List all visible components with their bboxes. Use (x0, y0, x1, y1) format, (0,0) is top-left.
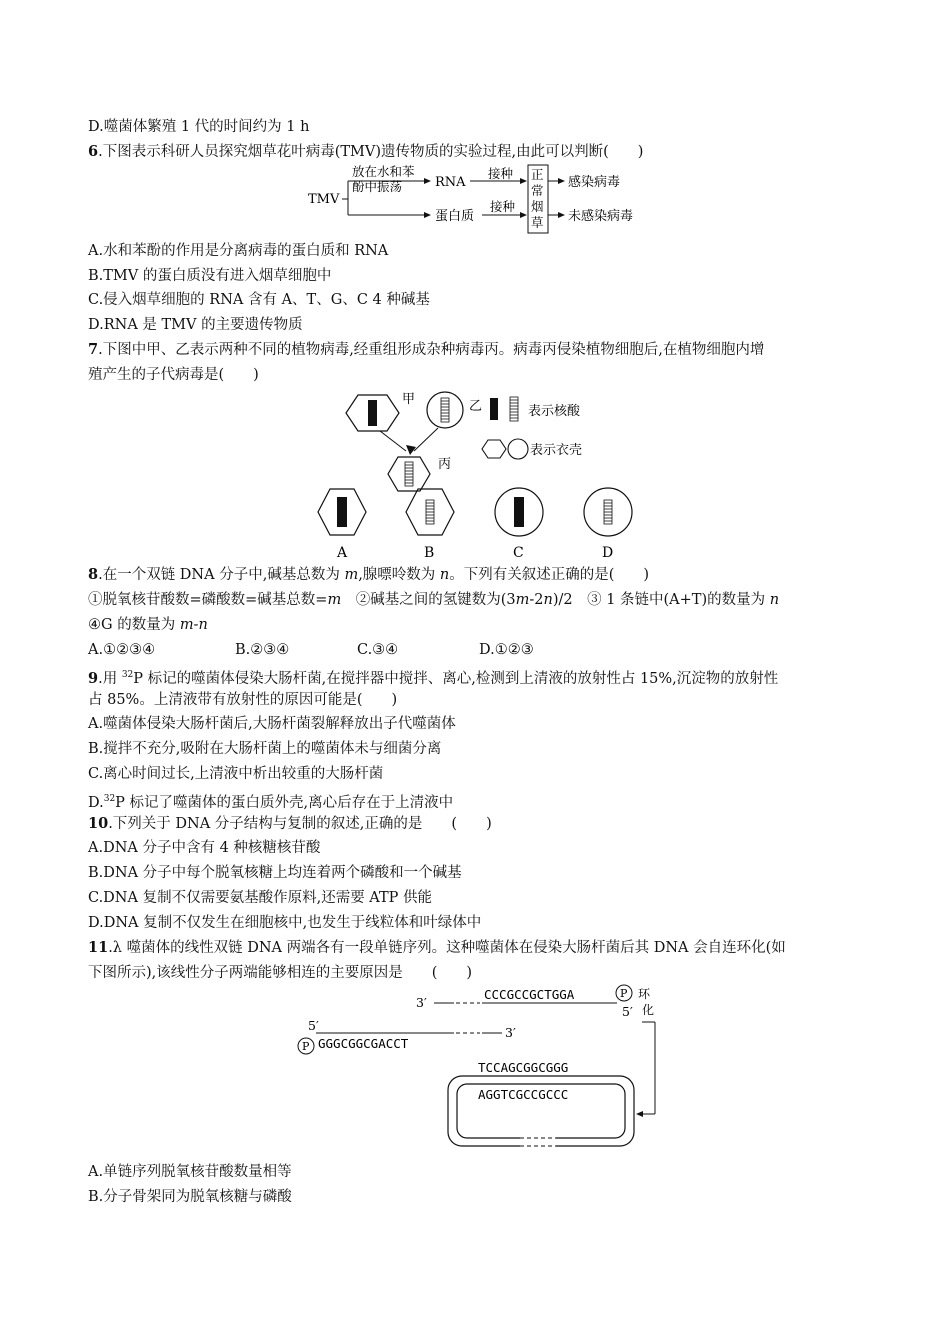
q8-var-n: n (439, 567, 450, 583)
q6-option-b: B.TMV 的蛋白质没有进入烟草细胞中 (88, 268, 332, 284)
q11-five-prime-left: 5′ (308, 1018, 319, 1033)
q6-inoculate-2: 接种 (490, 199, 516, 214)
q7-number: 7 (88, 341, 99, 358)
q8-var-m-3: m (515, 592, 530, 608)
q9-number: 9 (88, 669, 99, 687)
q6-option-c: C.侵入烟草细胞的 RNA 含有 A、T、G、C 4 种碱基 (88, 292, 430, 308)
q11-seq-ring-bottom: AGGTCGCCGCCC (478, 1087, 569, 1102)
q8-statement-4-text: ④G 的数量为 (88, 617, 180, 633)
q9-option-d-sup: 32 (103, 794, 116, 804)
q5-option-d: D.噬菌体繁殖 1 代的时间约为 1 h (88, 119, 310, 135)
q7-virus-jia (346, 395, 399, 431)
q8-number: 8 (88, 566, 99, 583)
q6-result-infected: 感染病毒 (568, 175, 621, 190)
q8-statement-4-expr: m-n (179, 617, 208, 633)
q8-stem-a: .在一个双链 DNA 分子中,碱基总数为 (98, 567, 345, 583)
q8-option-d: D.①②③ (479, 642, 534, 658)
q10-option-b: B.DNA 分子中每个脱氧核糖上均连着两个磷酸和一个碱基 (88, 865, 462, 881)
q10-option-c: C.DNA 复制不仅需要氨基酸作原料,还需要 ATP 供能 (88, 890, 433, 906)
q11-option-a: A.单链序列脱氧核苷酸数量相等 (88, 1164, 292, 1180)
q6-rna-label: RNA (435, 175, 466, 190)
q6-stem-text: .下图表示科研人员探究烟草花叶病毒(TMV)遗传物质的实验过程,由此可以判断( ) (98, 144, 644, 160)
q8-var-n-2: n (543, 592, 553, 608)
q8-option-b: B.②③④ (235, 642, 290, 658)
q11-seq-top: CCCGCCGCTGGA (484, 987, 575, 1002)
q11-phosphate-left-label: P (302, 1040, 310, 1053)
q7-option-a-virus (318, 489, 366, 535)
q10-stem-text: .下列关于 DNA 分子结构与复制的叙述,正确的是 ( ) (108, 816, 492, 832)
q6-option-d: D.RNA 是 TMV 的主要遗传物质 (88, 317, 303, 333)
q11-option-b: B.分子骨架同为脱氧核糖与磷酸 (88, 1189, 292, 1205)
q9-option-c: C.离心时间过长,上清液中析出较重的大肠杆菌 (88, 766, 384, 782)
q9-stem-a: .用 (98, 670, 122, 687)
q10-stem (88, 814, 492, 834)
q11-three-prime-top-left: 3′ (416, 995, 427, 1010)
q10-option-a: A.DNA 分子中含有 4 种核糖核苷酸 (88, 840, 321, 856)
q6-inoculate-1: 接种 (488, 166, 514, 181)
q7-stem-line2: 殖产生的子代病毒是( ) (88, 367, 259, 383)
q11-lambda-dna-diagram (292, 984, 667, 1152)
q6-tmv-experiment-diagram (300, 163, 650, 238)
q7-legend-coat (482, 439, 582, 459)
q7-legend-nucleic (490, 397, 581, 421)
q6-treatment-line2: 酚中振荡 (352, 179, 403, 194)
q7-label-yi: 乙 (469, 399, 483, 414)
q8-stem (88, 565, 649, 585)
q7-label-bing: 丙 (438, 457, 452, 472)
q7-virus-bing (388, 457, 430, 491)
q7-label-b: B (424, 545, 435, 561)
q7-legend-coat-text: 表示衣壳 (530, 443, 583, 458)
q9-stem-line1 (88, 665, 778, 689)
q8-var-m: m (344, 567, 359, 583)
q9-stem-line2: 占 85%。上清液带有放射性的原因可能是( ) (88, 692, 398, 708)
q8-option-a: A.①②③④ (88, 642, 156, 658)
q8-statements-1-3 (88, 590, 779, 610)
q7-virus-diagram (310, 385, 640, 563)
q11-stem-line2: 下图所示),该线性分子两端能够相连的主要原因是 ( ) (88, 965, 473, 981)
q8-stem-b: ,腺嘌呤数为 (358, 567, 440, 583)
q8-statement-2b: -2 (529, 592, 544, 608)
q6-box-char-1: 正 (531, 167, 544, 182)
q6-result-not-infected: 未感染病毒 (568, 209, 634, 224)
q7-stem-line1 (88, 340, 764, 360)
q7-option-c-virus (495, 488, 543, 536)
q8-var-n-3: n (769, 592, 780, 608)
q8-statement-3: )/2 ③ 1 条链中(A+T)的数量为 (552, 592, 770, 608)
q7-label-c: C (513, 545, 524, 561)
q8-option-c: C.③④ (357, 642, 399, 658)
q8-options (88, 640, 534, 660)
q6-treatment-line1: 放在水和苯 (352, 164, 415, 179)
q8-var-m-2: m (327, 592, 342, 608)
q11-five-prime-right: 5′ (622, 1004, 633, 1019)
q10-number: 10 (88, 815, 109, 832)
q11-seq-ring-top: TCCAGCGGCGGG (478, 1060, 569, 1075)
q11-label-huan: 环 (638, 987, 651, 1001)
q6-box-char-2: 常 (531, 183, 544, 198)
q7-option-d-virus (584, 488, 632, 536)
q9-option-a: A.噬菌体侵染大肠杆菌后,大肠杆菌裂解释放出子代噬菌体 (88, 716, 456, 732)
q6-protein-label: 蛋白质 (435, 209, 475, 224)
q6-box-char-3: 烟 (531, 199, 544, 214)
q9-option-d-a: D. (88, 794, 104, 811)
q9-option-b: B.搅拌不充分,吸附在大肠杆菌上的噬菌体未与细菌分离 (88, 741, 442, 757)
q7-option-b-virus (406, 489, 454, 535)
q8-stem-c: 。下列有关叙述正确的是( ) (449, 567, 650, 583)
q6-number: 6 (88, 143, 99, 160)
q6-option-a: A.水和苯酚的作用是分离病毒的蛋白质和 RNA (88, 243, 389, 259)
q10-option-d: D.DNA 复制不仅发生在细胞核中,也发生于线粒体和叶绿体中 (88, 915, 482, 931)
q11-stem-text: .λ 噬菌体的线性双链 DNA 两端各有一段单链序列。这种噬菌体在侵染大肠杆菌后其 DNA 会自连环化(如 (108, 940, 786, 956)
q11-phosphate-right-label: P (620, 987, 628, 1000)
q9-option-d-b: P 标记了噬菌体的蛋白质外壳,离心后存在于上清液中 (115, 794, 454, 811)
q8-statement-2: ②碱基之间的氢键数为(3 (341, 592, 516, 608)
q7-virus-yi (427, 392, 463, 428)
q11-label-hua: 化 (642, 1003, 655, 1017)
q7-label-d: D (602, 545, 614, 561)
q7-stem-text: .下图中甲、乙表示两种不同的植物病毒,经重组形成杂种病毒丙。病毒丙侵染植物细胞后,在植物细胞内增 (98, 342, 765, 358)
q9-sup: 32 (121, 670, 134, 680)
q11-three-prime-bottom-right: 3′ (505, 1025, 516, 1040)
q7-label-a: A (337, 545, 348, 561)
q11-number: 11 (88, 939, 109, 956)
q9-option-d (88, 789, 453, 813)
q9-stem-b: P 标记的噬菌体侵染大肠杆菌,在搅拌器中搅拌、离心,检测到上清液的放射性占 15%,沉淀物的放射性 (133, 670, 779, 687)
q11-seq-left: GGGCGGCGACCT (318, 1036, 409, 1051)
q11-stem-line1 (88, 938, 786, 958)
q6-box-char-4: 草 (531, 215, 544, 230)
q8-statement-4 (88, 615, 208, 635)
q7-legend-nucleic-text: 表示核酸 (528, 404, 581, 419)
q7-label-jia: 甲 (402, 392, 416, 407)
q8-statement-1: ①脱氧核苷酸数=磷酸数=碱基总数= (88, 592, 328, 608)
q6-tmv-label: TMV (308, 192, 340, 207)
q6-stem (88, 142, 643, 162)
